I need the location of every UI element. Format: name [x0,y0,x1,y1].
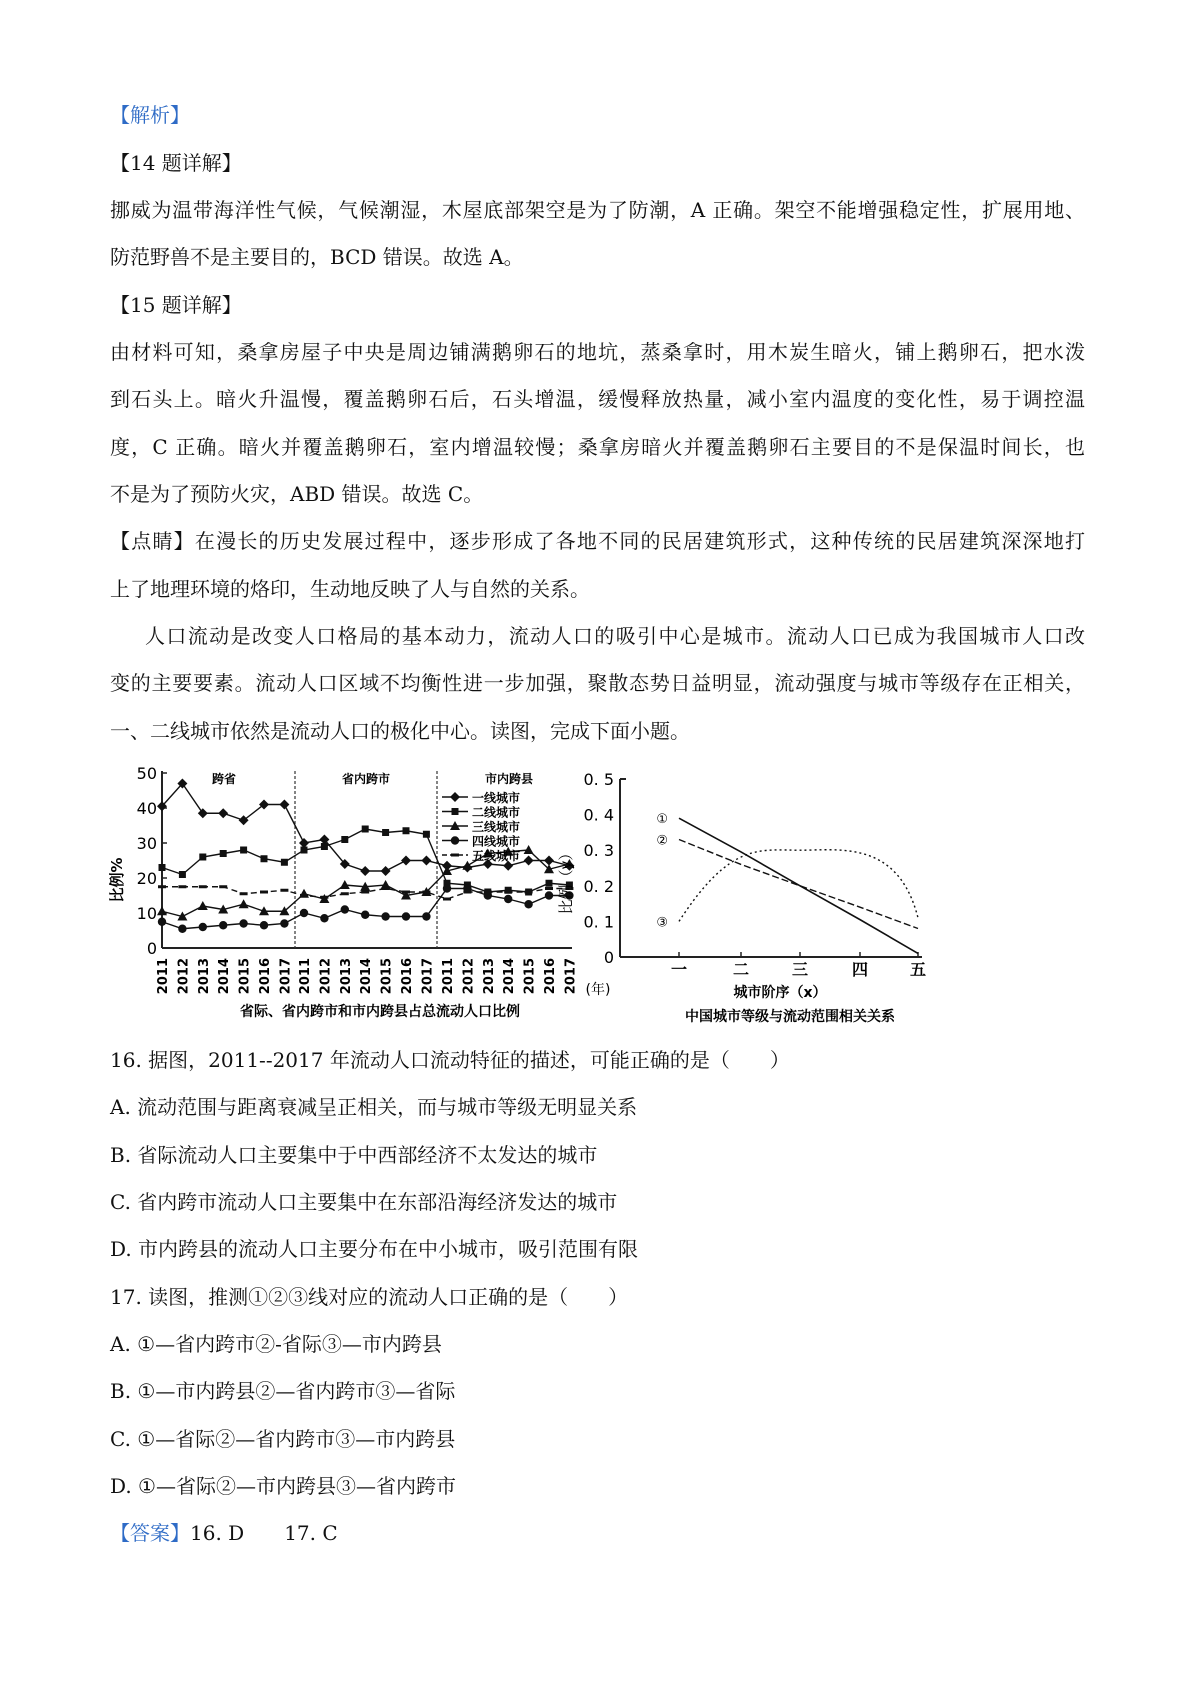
circle-marker [422,912,430,920]
dash-marker [484,891,492,894]
dash-marker [219,885,227,888]
diamond-marker [218,808,228,818]
x-tick-label: 四 [851,960,869,979]
dash-marker [402,891,410,894]
square-marker [159,864,166,871]
square-marker [382,829,389,836]
x-tick-label: 2017 [278,958,294,995]
series-label: ③ [656,915,668,931]
group-label: 跨省 [211,772,237,786]
q15-line: 由材料可知，桑拿房屋子中央是周边铺满鹅卵石的地坑，蒸桑拿时，用木炭生暗火，铺上鹅卵石，把水泼 [110,340,1085,364]
dash-marker [320,896,328,899]
x-tick-label: 2016 [543,958,558,995]
dash-marker [199,885,207,888]
square-marker [240,847,247,854]
circle-marker [239,919,247,927]
legend-label: 三线城市 [472,820,521,834]
square-marker [179,871,186,878]
figure [0,750,1200,1050]
chart-title: 中国城市等级与流动范围相关关系 [685,1009,895,1025]
q17-option-d: D. ①—省际②—市内跨县③—省内跨市 [110,1474,456,1498]
x-tick-label: 2017 [420,958,436,995]
q15-line: 不是为了预防火灾，ABD 错误。故选 C。 [110,482,484,506]
diamond-marker [421,856,431,866]
q15-heading: 【15 题详解】 [110,293,242,317]
q15-line: 到石头上。暗火升温慢，覆盖鹅卵石后，石头增温，缓慢释放热量，减小室内温度的变化性，易于调控温 [110,387,1085,411]
legend-label: 二线城市 [472,805,521,820]
square-marker [220,850,227,857]
q16-option-b: B. 省际流动人口主要集中于中西部经济不太发达的城市 [110,1143,598,1167]
tip-line [110,527,1085,555]
material-line: 变的主要要素。流动人口区域不均衡性进一步加强，聚散态势日益明显，流动强度与城市等级存在正相关， [110,671,1085,695]
circle-marker [280,919,288,927]
circle-marker [300,909,308,917]
y-tick-label: 0. 4 [583,805,614,825]
diamond-marker [401,856,411,866]
x-tick-label: 2012 [176,958,192,995]
x-tick-label: 一 [670,960,688,979]
square-marker [341,836,348,843]
dash-marker [525,891,533,894]
x-tick-label: 2013 [481,958,497,995]
x-tick-label: 2014 [502,958,518,995]
y-tick-label: 50 [136,764,157,783]
x-tick-label: 2015 [379,958,395,995]
dash-marker [341,892,349,895]
triangle-marker [239,899,249,908]
y-tick-label: 0 [603,948,614,967]
y-tick-label: 20 [136,869,157,888]
square-marker [403,827,410,834]
square-marker [362,826,369,833]
x-tick-label: 2012 [318,958,334,995]
x-tick-label: 二 [732,960,750,979]
series-label: ② [656,833,668,849]
group-label: 省内跨市 [341,772,391,786]
dash-marker [422,891,430,894]
diamond-marker [524,856,534,866]
triangle-marker [198,901,208,910]
q17-stem: 17. 读图，推测①②③线对应的流动人口正确的是（ ） [110,1285,629,1309]
triangle-marker [340,880,350,889]
q15-line: 度，C 正确。暗火并覆盖鹅卵石，室内增温较慢；桑拿房暗火并覆盖鹅卵石主要目的不是保温时间长，也 [110,435,1085,459]
analysis-label: 【解析】 [110,103,190,127]
circle-marker [402,912,410,920]
dash-marker [504,891,512,894]
answer-label: 【答案】 [110,1521,190,1545]
x-tick-label: 2011 [441,958,456,995]
x-tick-label: 五 [909,960,927,979]
y-tick-label: 0. 2 [583,876,614,896]
x-tick-label: 2011 [156,958,171,995]
x-tick-label: 2015 [237,958,253,995]
x-axis-label: 城市阶序（x） [733,985,827,1001]
dash-marker [240,892,248,895]
dash-marker [443,898,451,901]
triangle-marker [524,845,534,854]
square-marker [261,855,268,862]
x-tick-label: 2012 [461,958,477,995]
q17-option-a: A. ①—省内跨市②-省际③—市内跨县 [110,1332,442,1356]
dash-marker [178,885,186,888]
x-tick-label: 2016 [258,958,273,995]
q14-heading: 【14 题详解】 [110,151,242,175]
dash-marker [545,887,553,890]
diamond-marker [279,800,289,810]
y-tick-label: 0 [146,939,157,958]
q16-stem: 16. 据图，2011--2017 年流动人口流动特征的描述，可能正确的是（ ） [110,1048,790,1072]
square-marker [321,843,328,850]
x-tick-label: 2013 [338,958,354,995]
diamond-marker [544,856,554,866]
circle-marker [504,895,512,903]
dash-marker [382,887,390,890]
dash-marker [300,894,308,897]
series-line-1 [679,818,918,953]
dash-marker [260,891,268,894]
diamond-marker [198,808,208,818]
square-marker [546,880,553,887]
x-tick-label: 三 [791,960,809,979]
circle-marker [260,921,268,929]
group-label: 市内跨县 [484,772,534,786]
diamond-marker [450,792,460,802]
circle-marker [361,911,369,919]
y-tick-label: 0. 3 [583,841,614,861]
circle-marker [545,891,553,899]
x-tick-label: 2014 [217,958,233,995]
x-tick-label: 2011 [298,958,313,995]
x-tick-label: 2014 [359,958,375,995]
material-line: 一、二线城市依然是流动人口的极化中心。读图，完成下面小题。 [110,719,690,743]
legend-label: 五线城市 [472,849,521,863]
circle-marker [443,884,451,892]
square-marker [452,808,459,815]
answer-text: 16. D 17. C [190,1521,338,1545]
diamond-marker [381,866,391,876]
tip-line: 上了地理环境的烙印，生动地反映了人与自然的关系。 [110,577,590,601]
y-tick-label: 0. 1 [583,912,614,932]
y-tick-label: 30 [136,834,157,853]
circle-marker [178,925,186,933]
material-line: 人口流动是改变人口格局的基本动力，流动人口的吸引中心是城市。流动人口已成为我国城市人口改 [145,624,1085,648]
y-axis-label: 比例% [108,857,126,903]
circle-marker [381,912,389,920]
y-tick-label: 10 [136,904,157,923]
circle-marker [158,918,166,926]
circle-marker [219,921,227,929]
legend-label: 一线城市 [472,791,521,805]
triangle-marker [157,906,167,915]
dash-marker [463,891,471,894]
dash-marker [451,854,459,857]
circle-marker [451,836,459,844]
circle-marker [524,900,532,908]
chart-title: 省际、省内跨市和市内跨县占总流动人口比例 [240,1004,520,1020]
tip-label: 【点睛】 [110,529,195,553]
y-tick-label: 40 [136,799,157,818]
q16-option-a: A. 流动范围与距离衰减呈正相关，而与城市等级无明显关系 [110,1095,638,1119]
square-marker [199,854,206,861]
x-axis-label: (年) [585,982,611,998]
y-tick-label: 0. 5 [583,770,614,789]
y-axis-label: 比例（y） [557,845,575,915]
q16-option-c: C. 省内跨市流动人口主要集中在东部沿海经济发达的城市 [110,1190,618,1214]
q17-option-b: B. ①—市内跨县②—省内跨市③—省际 [110,1379,456,1403]
dash-marker [158,885,166,888]
tip-text: 在漫长的历史发展过程中，逐步形成了各地不同的民居建筑形式，这种传统的民居建筑深深地打 [194,529,1086,553]
circle-marker [199,923,207,931]
dash-marker [280,889,288,892]
x-tick-label: 2013 [196,958,212,995]
diamond-marker [360,866,370,876]
circle-marker [320,914,328,922]
q14-line: 防范野兽不是主要目的，BCD 错误。故选 A。 [110,245,524,269]
q17-option-c: C. ①—省际②—省内跨市③—市内跨县 [110,1427,456,1451]
x-tick-label: 2016 [400,958,415,995]
square-marker [281,859,288,866]
q14-line: 挪威为温带海洋性气候，气候潮湿，木屋底部架空是为了防潮，A 正确。架空不能增强稳定性，扩展用地、 [110,198,1085,222]
square-marker [301,847,308,854]
q16-option-d: D. 市内跨县的流动人口主要分布在中小城市，吸引范围有限 [110,1237,639,1261]
triangle-marker [462,861,472,870]
x-tick-label: 2015 [522,958,538,995]
square-marker [423,831,430,838]
legend-label: 四线城市 [472,834,521,849]
x-tick-label: 2017 [563,958,579,995]
series-label: ① [656,812,668,828]
answer-line [110,1519,1085,1547]
dash-marker [361,891,369,894]
circle-marker [341,905,349,913]
